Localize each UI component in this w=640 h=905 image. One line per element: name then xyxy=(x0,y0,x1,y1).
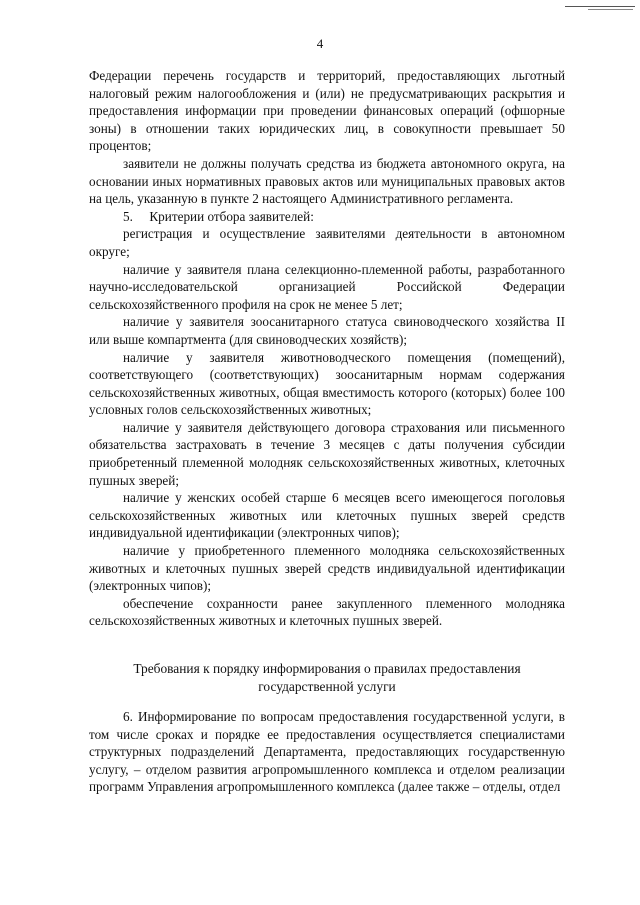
paragraph-criterion-female-chips: наличие у женских особей старше 6 месяцев всего имеющегося поголовья сельскохозяйственных животных или клеточных пушных зверей средств индивидуальной идентификации (электронных чипов); xyxy=(89,490,565,541)
paragraph-criterion-young-chips: наличие у приобретенного племенного молодняка сельскохозяйственных животных и клеточных пушных зверей средств индивидуальной идентификации (электронных чипов); xyxy=(89,543,565,594)
paragraph-informing: 6. Информирование по вопросам предоставления государственной услуги, в том числе сроках и порядке ее предоставления осуществляется специалистами структурных подразделений Департамента, предоставляющих государственную услугу, – отделом развития агропромышленного комплекса и отделом реализации программ Управления агропромышленного комплекса (далее также – отделы, отдел xyxy=(89,709,565,795)
paragraph-criteria-header: 5. Критерии отбора заявителей: xyxy=(123,208,314,224)
section-heading: Требования к порядку информирования о правилах предоставления государственной услуги xyxy=(133,661,521,694)
section-body xyxy=(89,708,565,796)
scan-edge-line-secondary xyxy=(588,9,633,10)
paragraph-budget-restriction: заявители не должны получать средства из бюджета автономного округа, на основании иных нормативных правовых актов или муниципальных правовых актов на цель, указанную в пункте 2 настоящего Административного регламента. xyxy=(89,155,565,207)
paragraph-criterion-zoosanitary-status: наличие у заявителя зоосанитарного статуса свиноводческого хозяйства II или выше компартмента (для свиноводческих хозяйств); xyxy=(89,314,565,347)
paragraph-criterion-preservation: обеспечение сохранности ранее закупленного племенного молодняка сельскохозяйственных животных и клеточных пушных зверей. xyxy=(89,595,565,629)
paragraph-criterion-insurance: наличие у заявителя действующего договора страхования или письменного обязательства застраховать в течение 3 месяцев с даты получения субсидии приобретенный племенной молодняк сельскохозяйственных животных, клеточных пушных зверей; xyxy=(89,419,565,488)
page-number: 4 xyxy=(316,36,324,51)
paragraph-offshore: Федерации перечень государств и территорий, предоставляющих льготный налоговый режим налогообложения и (или) не предусматривающих раскрытия и предоставления информации при проведении финансовых операций (офшорные зоны) в отношении таких юридических лиц, в совокупности превышает 50 процентов; xyxy=(89,68,565,154)
paragraph-criterion-livestock-premises: наличие у заявителя животноводческого помещения (помещений), соответствующего (соответствующих) зоосанитарным нормам содержания сельскохозяйственных животных, общая вместимость которого (которых) более 100 условных голов сельскохозяйственных животных; xyxy=(89,349,565,418)
paragraph-criterion-breeding-plan: наличие у заявителя плана селекционно-племенной работы, разработанного научно-исследовательской организацией Российской Федерации сельскохозяйственного профиля на срок не менее 5 лет; xyxy=(89,261,565,312)
scan-edge-line xyxy=(565,6,635,7)
paragraph-criterion-registration: регистрация и осуществление заявителями деятельности в автономном округе; xyxy=(89,226,565,259)
document-body xyxy=(89,67,565,630)
